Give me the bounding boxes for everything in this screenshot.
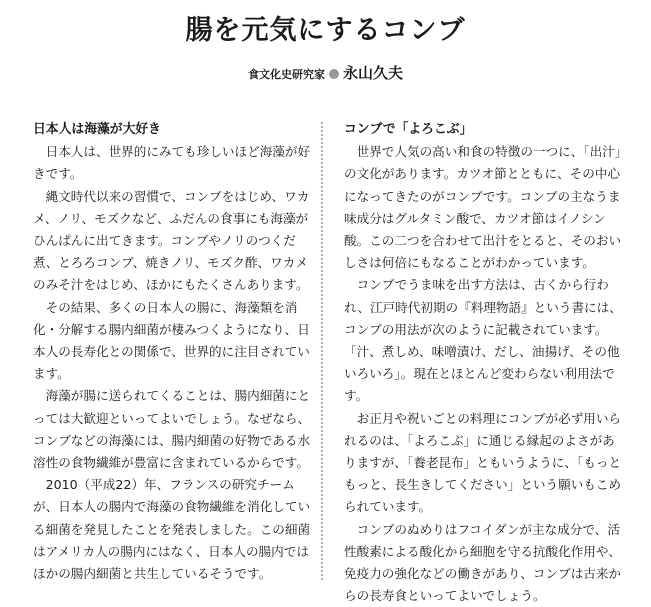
right-column	[344, 119, 626, 607]
article-title: 腸を元気にするコンブ	[185, 15, 466, 46]
left-paragraph: その結果、多くの日本人の腸に、海藻類を消化・分解する腸内細菌が棲みつくようになり、日本人の長寿化との関係で、世界的に注目されています。	[33, 299, 310, 382]
left-paragraph: 縄文時代以来の習慣で、コンブをはじめ、ワカメ、ノリ、モズクなど、ふだんの食事にも海藻がひんぱんに出てきます。コンブやノリのつくだ煮、とろろコンブ、焼きノリ、モズク酢、ワカメのみそ汁をはじめ、ほかにもたくさんあります。	[33, 188, 310, 293]
right-paragraph: コンブでうま味を出す方法は、古くから行われ、江戸時代初期の『料理物語』という書には、コンブの用法が次のように記載されています。「汁、煮しめ、味噌漬け、だし、油揚げ、その他いろいろ」。現在とほとんど変わらない利用法です。	[344, 277, 622, 404]
right-paragraph: コンブのぬめりはフコイダンが主な成分で、活性酸素による酸化から細胞を守る抗酸化作用や、免疫力の強化などの働きがあり、コンブは古来からの長寿食といってよいでしょう。	[344, 521, 622, 604]
left-paragraph: 海藻が腸に送られてくることは、腸内細菌にとっては大歓迎といってよいでしょう。なぜなら、コンブなどの海藻には、腸内細菌の好物である水溶性の食物繊維が豊富に含まれているからです。	[33, 388, 311, 471]
right-paragraph: 世界で人気の高い和食の特徴の一つに、「出汁」の文化があります。カツオ節とともに、その中心になってきたのがコンブです。コンブの主なうま味成分はグルタミン酸で、カツオ節はイノシン酸。この二つを合わせて出汁をとると、そのおいしさは何倍にもなることがわかっています。	[344, 144, 622, 271]
right-paragraph: お正月や祝いごとの料理にコンブが必ず用いられるのは、「よろこぶ」に通じる縁起のよさがありますが、「養老昆布」ともいうように、「もっともっと、長生きしてください」という願いもこめられています。	[344, 410, 622, 515]
left-paragraph: 2010（平成22）年、フランスの研究チームが、日本人の腸内で海藻の食物繊維を消化している細菌を発見したことを発表しました。この細菌はアメリカ人の腸内にはなく、日本人の腸内ではほかの腸内細菌と共生しているそうです。	[33, 477, 311, 582]
right-column-heading: コンブで「よろこぶ」	[344, 122, 473, 137]
left-paragraph: 日本人は、世界的にみても珍しいほど海藻が好きです。	[33, 144, 311, 182]
author-role: 食文化史研究家	[247, 68, 325, 81]
bullet-dot-icon	[329, 69, 339, 79]
left-column-heading: 日本人は海藻が大好き	[33, 122, 161, 137]
byline	[0, 62, 651, 83]
left-column	[33, 119, 315, 585]
author-name: 永山久夫	[342, 64, 403, 82]
column-divider	[321, 122, 323, 580]
